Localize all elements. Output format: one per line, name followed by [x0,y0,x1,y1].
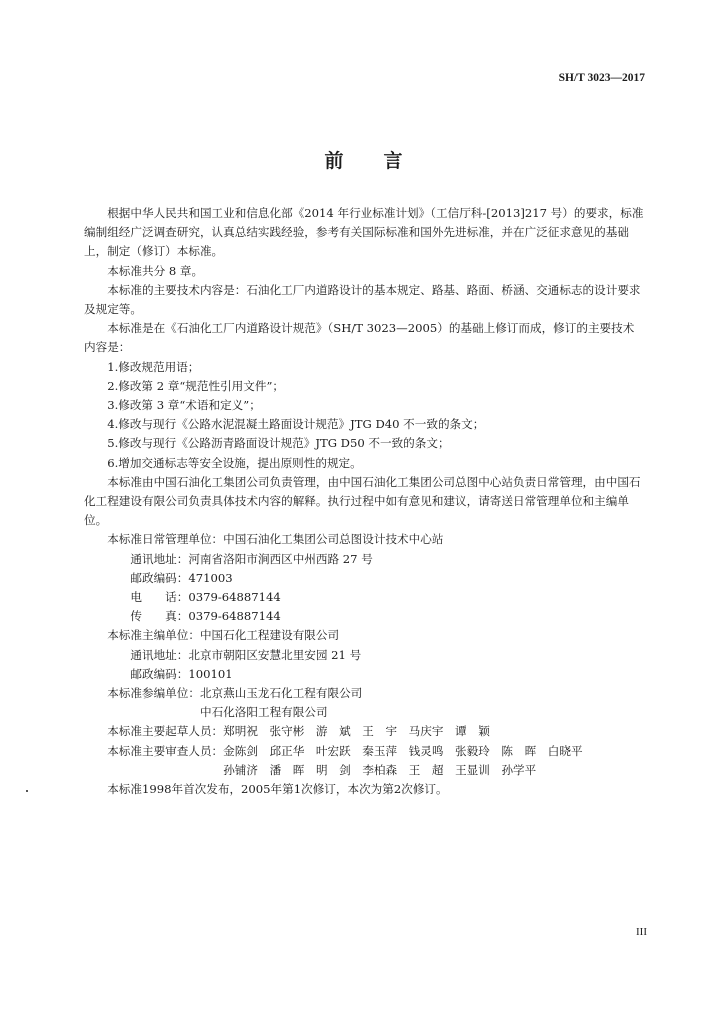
foreword-body [84,204,644,799]
page-title: 前言 [324,150,443,172]
paragraph-revision-basis: 本标准是在《石油化工厂内道路设计规范》（SH/T 3023—2005）的基础上修订而成，修订的主要技术内容是： [84,321,635,355]
chief-editor-address: 通讯地址：北京市朝阳区安慧北里安园 21 号 [130,647,362,662]
paragraph-technical-content: 本标准的主要技术内容是：石油化工厂内道路设计的基本规定、路基、路面、桥涵、交通标志的设计要求及规定等。 [84,282,641,317]
standard-number: SH/T 3023—2017 [558,72,645,84]
change-item: 3.修改第 3 章“术语和定义”； [107,398,261,413]
change-item: 4.修改与现行《公路水泥混凝土路面设计规范》JTG D40 不一致的条文； [107,417,485,432]
scan-speck [26,790,28,792]
management-unit: 本标准日常管理单位：中国石油化工集团公司总图设计技术中心站 [107,532,444,547]
paragraph-chapters: 本标准共分 8 章。 [107,263,204,278]
change-item: 2.修改第 2 章“规范性引用文件”； [107,378,284,393]
management-address: 通讯地址：河南省洛阳市涧西区中州西路 27 号 [130,551,373,566]
publication-history: 本标准1998年首次发布，2005年第1次修订，本次为第2次修订。 [107,782,448,797]
change-item: 5.修改与现行《公路沥青路面设计规范》JTG D50 不一致的条文； [107,436,450,451]
reviewers-list-continued: 孙铺济 潘 晖 明 剑 李柏森 王 超 王显训 孙学平 [223,762,537,777]
chief-editor-unit: 本标准主编单位：中国石化工程建设有限公司 [107,628,340,643]
paragraph-management: 本标准由中国石油化工集团公司负责管理，由中国石油化工集团公司总图中心站负责日常管理，由中国石化工程建设有限公司负责具体技术内容的解释。执行过程中如有意见和建议，请寄送日常管理单位和主编单位。 [84,474,641,528]
change-item: 1.修改规范用语； [107,359,200,374]
chief-editor-postcode: 邮政编码：100101 [130,666,233,681]
management-phone: 电 话：0379-64887144 [130,590,281,605]
page-number: III [636,926,647,938]
participant-unit: 本标准参编单位：北京燕山玉龙石化工程有限公司 [107,686,363,701]
change-item: 6.增加交通标志等安全设施，提出原则性的规定。 [107,455,362,470]
management-postcode: 邮政编码：471003 [130,570,233,585]
drafters-list: 本标准主要起草人员：郑明祝 张守彬 游 斌 王 宇 马庆宇 谭 颖 [107,724,490,739]
management-fax: 传 真：0379-64887144 [130,609,281,624]
paragraph-basis: 根据中华人民共和国工业和信息化部《2014 年行业标准计划》（工信厅科-[2013]217 号）的要求，标准编制组经广泛调查研究，认真总结实践经验，参考有关国际标准和国外先进标准，并在广泛征求意见的基础上，制定（修订）本标准。 [84,206,644,259]
participant-unit-second: 中石化洛阳工程有限公司 [200,705,328,720]
reviewers-list: 本标准主要审查人员：金陈剑 邱正华 叶宏跃 秦玉萍 钱灵鸣 张毅玲 陈 晖 白晓平 [107,743,583,758]
